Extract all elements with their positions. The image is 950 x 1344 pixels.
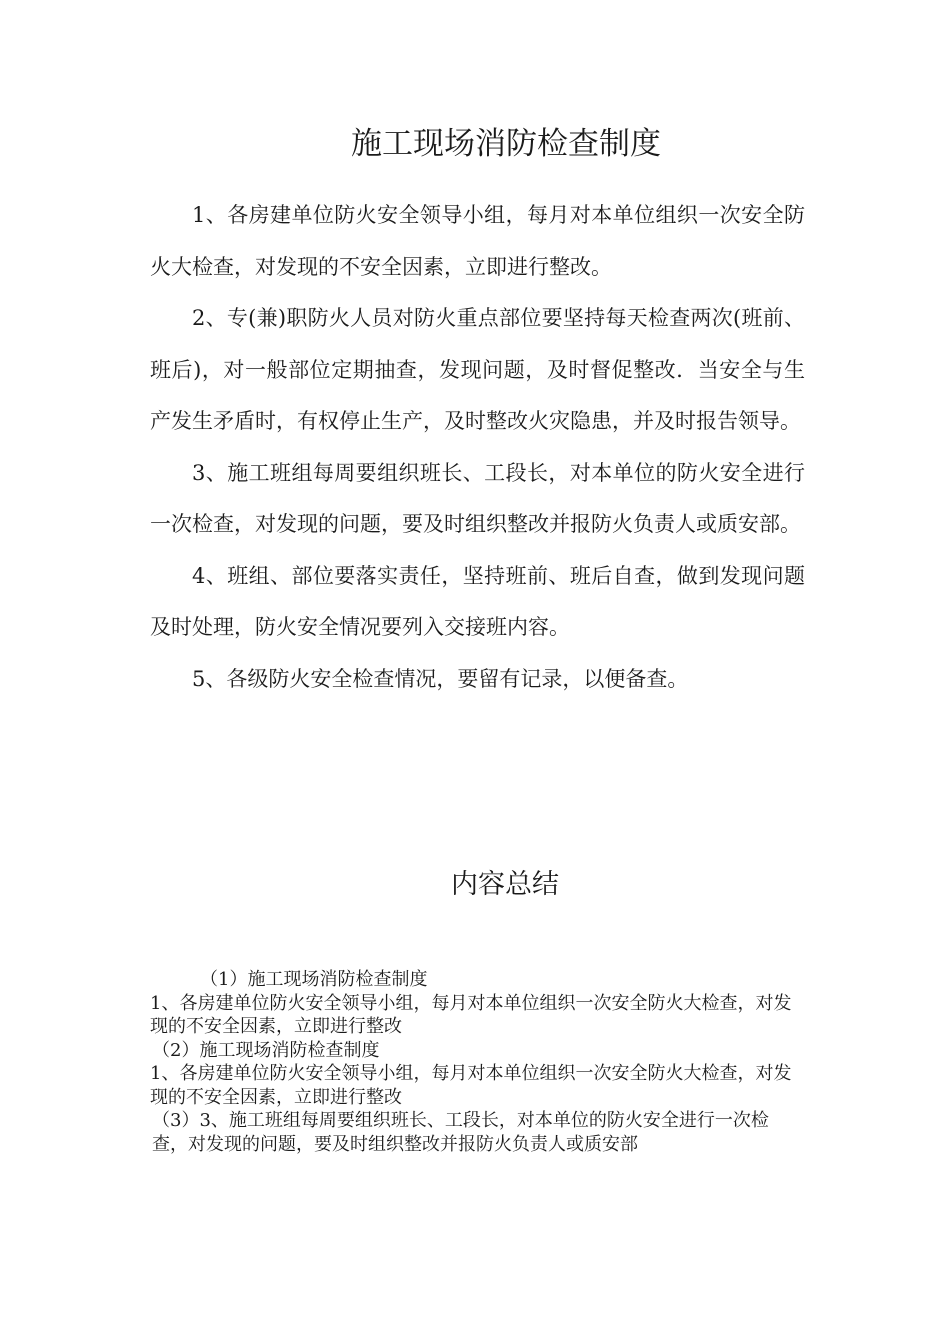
paragraph-5: 5、各级防火安全检查情况，要留有记录，以便备查。 — [192, 666, 689, 691]
document-title: 施工现场消防检查制度 — [351, 126, 661, 162]
summary-line-1: （1）施工现场消防检查制度 — [200, 969, 428, 990]
summary-title: 内容总结 — [451, 869, 559, 900]
summary-line-4: 1、各房建单位防火安全领导小组，每月对本单位组织一次安全防火大检查，对发现的不安全因素，立即进行整改 — [150, 1063, 792, 1108]
paragraph-4: 4、班组、部位要落实责任，坚持班前、班后自查，做到发现问题及时处理，防火安全情况要列入交接班内容。 — [150, 563, 805, 639]
summary-line-2: 1、各房建单位防火安全领导小组，每月对本单位组织一次安全防火大检查，对发现的不安全因素，立即进行整改 — [150, 992, 792, 1037]
paragraph-2: 2、专(兼)职防火人员对防火重点部位要坚持每天检查两次(班前、班后)，对一般部位定期抽查，发现问题，及时督促整改．当安全与生产发生矛盾时，有权停止生产，及时整改火灾隐患，并及时报告领导。 — [150, 306, 805, 433]
summary-line-5: （3）3、施工班组每周要组织班长、工段长，对本单位的防火安全进行一次检查，对发现的问题，要及时组织整改并报防火负责人或质安部 — [152, 1110, 769, 1155]
summary-section — [150, 968, 800, 1156]
paragraph-3: 3、施工班组每周要组织班长、工段长，对本单位的防火安全进行一次检查，对发现的问题，要及时组织整改并报防火负责人或质安部。 — [150, 460, 805, 536]
paragraph-1: 1、各房建单位防火安全领导小组，每月对本单位组织一次安全防火大检查，对发现的不安全因素，立即进行整改。 — [150, 203, 805, 279]
summary-line-3: （2）施工现场消防检查制度 — [152, 1039, 380, 1061]
document-body — [150, 190, 805, 705]
